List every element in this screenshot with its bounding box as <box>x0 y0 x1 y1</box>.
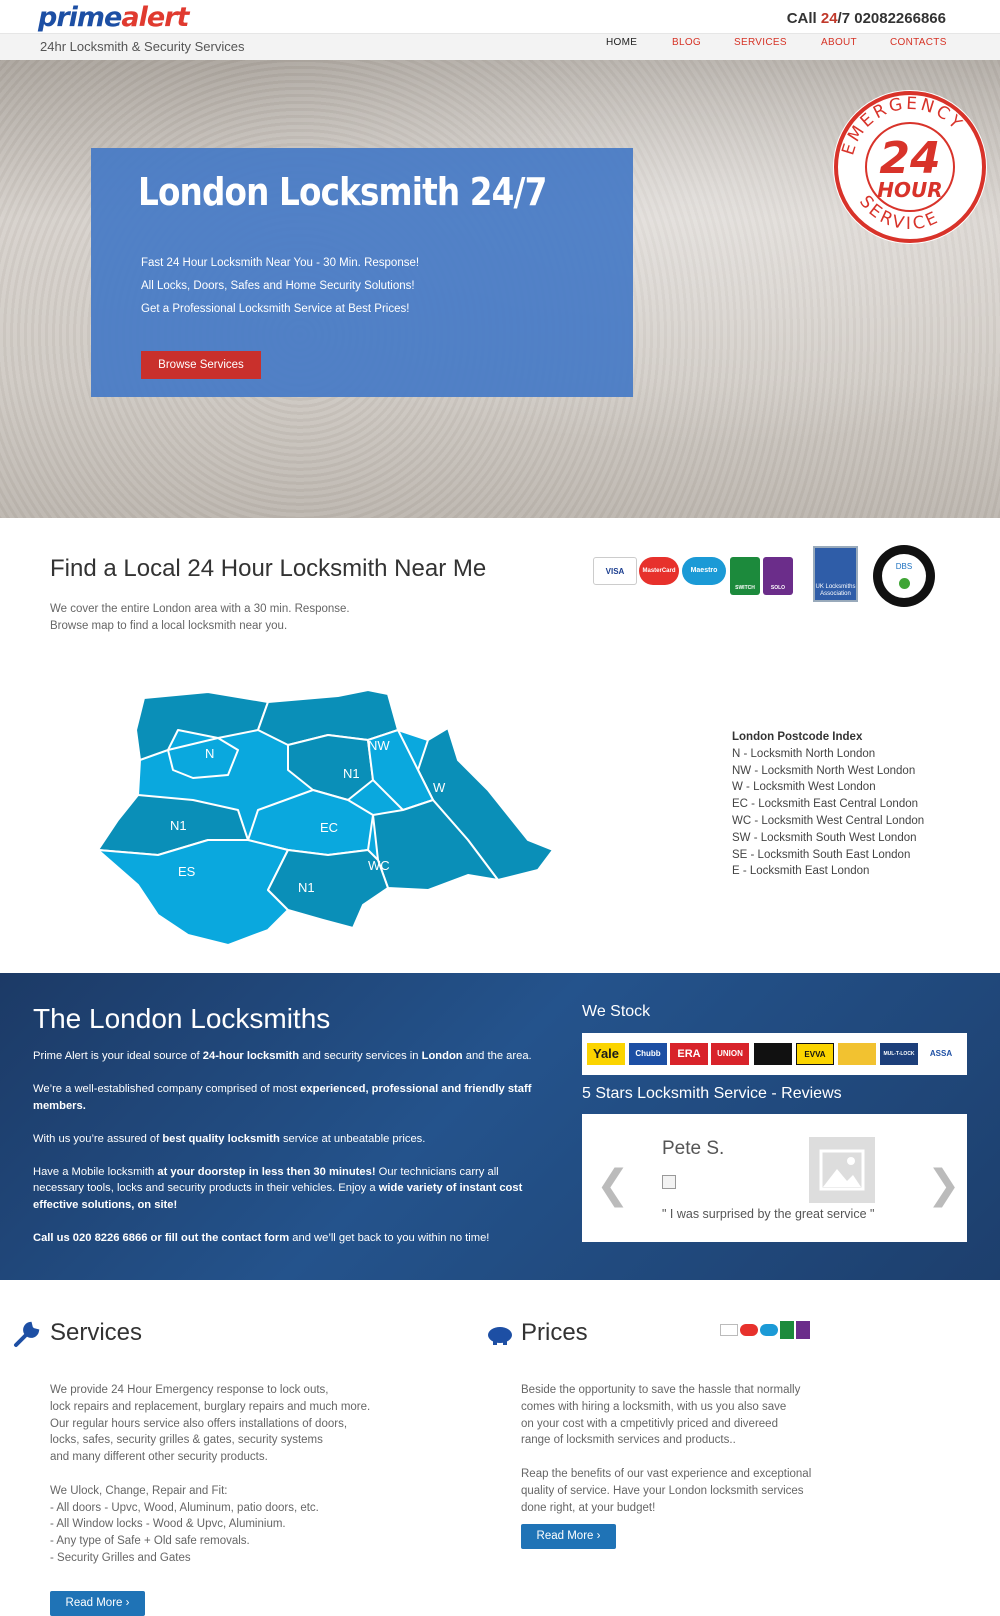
review-carousel <box>582 1114 967 1242</box>
postcode-item[interactable]: N - Locksmith North London <box>732 747 876 760</box>
prices-read-more-button[interactable] <box>521 1524 616 1549</box>
dbs-badge <box>873 545 935 607</box>
find-title: Find a Local 24 Hour Locksmith Near Me <box>50 555 487 582</box>
postcode-title: London Postcode Index <box>732 731 863 743</box>
text-run: Our technicians carry all necessary tools, locks and security products in their vehicles. Enjoy a <box>33 1165 499 1195</box>
main-nav <box>0 37 1000 57</box>
text-spacer <box>50 1466 370 1483</box>
text-run: With us you’re assured of <box>33 1132 163 1145</box>
phone-accent: 24 <box>820 10 838 27</box>
services-text <box>50 1382 370 1567</box>
review-name: Pete S. <box>662 1138 725 1159</box>
mul-t-lock-logo: MUL-T-LOCK <box>880 1043 918 1065</box>
visa-card: VISA <box>593 557 637 585</box>
dbs-label: DBS <box>895 562 913 571</box>
text-line: - All Window locks - Wood & Upvc, Aluminium. <box>50 1518 286 1531</box>
text-bold: wide variety of instant cost effective solutions, on site! <box>33 1182 523 1212</box>
nav-contacts[interactable]: CONTACTS <box>890 37 947 48</box>
text-run: service at unbeatable prices. <box>279 1132 426 1145</box>
map-label-wc: WC <box>368 858 390 873</box>
find-desc-line: Browse map to find a local locksmith near you. <box>50 620 288 632</box>
postcode-item[interactable]: NW - Locksmith North West London <box>732 764 916 777</box>
mini-payment-cards <box>720 1321 820 1339</box>
about-paragraph <box>33 1164 543 1214</box>
about-text <box>33 1048 543 1263</box>
map-label-n: N <box>205 746 215 761</box>
badge-top-text: EMERGENCY <box>838 93 968 158</box>
map-label-w: W <box>433 780 446 795</box>
about-paragraph <box>33 1230 543 1247</box>
about-section <box>0 973 1000 1280</box>
hero-line: All Locks, Doors, Safes and Home Security Solutions! <box>141 280 415 292</box>
text-line: locks, safes, security grilles & gates, security systems <box>50 1434 323 1447</box>
map-label-n1-west: N1 <box>170 818 187 833</box>
dbs-inner <box>882 554 926 598</box>
site-logo[interactable] <box>38 2 188 33</box>
text-line: and many different other security products. <box>50 1451 268 1464</box>
text-line: Our regular hours service also offers installations of doors, <box>50 1417 348 1430</box>
map-label-ec: EC <box>320 820 339 835</box>
hero-title: London Locksmith 24/7 <box>138 170 547 214</box>
mastercard-mini-icon <box>740 1324 758 1336</box>
postcode-item[interactable]: WC - Locksmith West Central London <box>732 814 925 827</box>
phone-suffix: /7 02082266866 <box>837 10 946 27</box>
text-bold: at your doorstep in less then 30 minutes! <box>157 1165 376 1178</box>
assa-logo: ASSA <box>922 1043 960 1065</box>
about-paragraph <box>33 1048 543 1065</box>
text-run: Have a Mobile locksmith <box>33 1165 158 1178</box>
text-line: Reap the benefits of our vast experience and exceptional <box>521 1467 812 1480</box>
contact-link[interactable]: Call us 020 8226 6866 or fill out the contact form <box>33 1232 290 1245</box>
text-line: done right, at your budget! <box>521 1501 656 1514</box>
visa-mini-icon <box>720 1324 738 1336</box>
union-logo: UNION <box>711 1043 749 1065</box>
maestro-card: Maestro <box>682 557 726 585</box>
text-bold: experienced, professional and friendly staff members. <box>33 1083 532 1112</box>
badge-hour: HOUR <box>877 178 943 202</box>
piggy-bank-icon <box>486 1321 514 1347</box>
text-run: and we’ll get back to you within no time! <box>289 1232 490 1245</box>
about-title: The London Locksmiths <box>33 1003 331 1034</box>
text-line: Beside the opportunity to save the hassle that normally <box>521 1384 801 1396</box>
chubb-logo: Chubb <box>629 1043 667 1065</box>
maestro-mini-icon <box>760 1324 778 1336</box>
button-label: Read More <box>65 1597 123 1609</box>
hero-text <box>141 252 419 321</box>
brand-logos <box>582 1033 967 1075</box>
nav-home[interactable]: HOME <box>606 37 638 48</box>
text-run: and the area. <box>462 1050 532 1062</box>
postcode-item[interactable]: W - Locksmith West London <box>732 781 876 794</box>
kitemark-logo <box>838 1043 876 1065</box>
text-bold: best quality locksmith <box>162 1132 280 1145</box>
phone-prefix: CAll <box>786 10 821 27</box>
ukla-badge: UK Locksmiths Association <box>813 546 858 602</box>
text-line: - Security Grilles and Gates <box>50 1551 191 1564</box>
text-run: and security services in <box>299 1050 422 1062</box>
we-stock-title: We Stock <box>582 1003 651 1020</box>
shield-logo <box>754 1043 792 1065</box>
about-paragraph <box>33 1131 543 1148</box>
chevron-right-icon[interactable]: ❯ <box>927 1162 961 1208</box>
evva-logo: EVVA <box>796 1043 834 1065</box>
text-line: - Any type of Safe + Old safe removals. <box>50 1535 250 1548</box>
map-label-n1-south: N1 <box>298 880 315 895</box>
logo-prime: prime <box>38 2 122 33</box>
badge-number: 24 <box>879 133 941 184</box>
find-desc-line: We cover the entire London area with a 30 min. Response. <box>50 603 350 615</box>
text-spacer <box>521 1449 811 1466</box>
solo-mini-icon <box>796 1321 810 1339</box>
site-header <box>0 0 1000 60</box>
reviews-title: 5 Stars Locksmith Service - Reviews <box>582 1085 842 1102</box>
chevron-right-icon: › <box>125 1597 130 1609</box>
text-line: quality of service. Have your London locksmith services <box>521 1484 804 1497</box>
hero-section <box>0 60 1000 518</box>
image-placeholder-icon <box>809 1137 875 1203</box>
postcode-index <box>732 729 924 880</box>
postcode-item[interactable]: SE - Locksmith South East London <box>732 848 911 861</box>
browse-services-button[interactable]: Browse Services <box>141 351 261 379</box>
text-line: - All doors - Upvc, Wood, Aluminum, patio doors, etc. <box>50 1501 319 1514</box>
nav-blog[interactable]: BLOG <box>672 37 701 48</box>
services-title: Services <box>50 1319 143 1346</box>
payment-cards <box>593 553 798 591</box>
prices-title: Prices <box>521 1319 588 1346</box>
badge-bottom-text: SERVICE <box>855 191 944 235</box>
emergency-24-hour-badge <box>830 87 990 247</box>
logo-alert: alert <box>121 2 189 33</box>
map-label-nw: NW <box>368 738 390 753</box>
switch-card: SWITCH <box>730 557 760 595</box>
hero-line: Get a Professional Locksmith Service at Best Prices! <box>141 303 410 315</box>
map-label-n1: N1 <box>343 766 360 781</box>
postcode-item[interactable]: SW - Locksmith South West London <box>732 831 917 844</box>
services-read-more-button[interactable] <box>50 1591 145 1616</box>
mastercard-card: MasterCard <box>639 557 679 585</box>
text-run: Prime Alert is your ideal source of <box>33 1050 203 1062</box>
check-icon <box>899 578 910 589</box>
text-bold: London <box>421 1050 463 1062</box>
about-paragraph <box>33 1081 543 1114</box>
chevron-left-icon[interactable]: ❮ <box>596 1162 630 1208</box>
text-run: We’re a well-established company comprised of most <box>33 1083 301 1096</box>
solo-card: SOLO <box>763 557 793 595</box>
text-line: on your cost with a cmpetitivly priced and divereed <box>521 1417 778 1430</box>
postcode-item[interactable]: E - Locksmith East London <box>732 865 870 878</box>
text-line: range of locksmith services and products.. <box>521 1434 736 1447</box>
review-quote: " I was surprised by the great service " <box>662 1207 875 1221</box>
chevron-right-icon: › <box>596 1530 601 1542</box>
map-label-es: ES <box>178 864 196 879</box>
text-line: We Ulock, Change, Repair and Fit: <box>50 1484 228 1497</box>
text-line: lock repairs and replacement, burglary repairs and much more. <box>50 1400 371 1413</box>
text-bold: 24-hour locksmith <box>202 1050 300 1062</box>
site-tagline: 24hr Locksmith & Security Services <box>40 39 245 54</box>
yale-logo: Yale <box>587 1043 625 1065</box>
header-phone[interactable] <box>787 10 946 27</box>
wrench-icon <box>12 1321 40 1349</box>
hero-box <box>91 148 633 397</box>
find-description <box>50 601 350 635</box>
prices-text <box>521 1382 811 1516</box>
era-logo: ERA <box>670 1043 708 1065</box>
button-label: Read More <box>536 1530 594 1542</box>
nav-services[interactable]: SERVICES <box>734 37 787 48</box>
switch-mini-icon <box>780 1321 794 1339</box>
hero-line: Fast 24 Hour Locksmith Near You - 30 Min. Response! <box>141 257 420 269</box>
text-line: comes with hiring a locksmith, with us you also save <box>521 1400 787 1413</box>
image-icon <box>809 1137 875 1203</box>
london-postcode-map <box>98 690 568 945</box>
broken-image-icon <box>662 1175 676 1189</box>
map-region-es[interactable] <box>98 840 288 945</box>
text-line: We provide 24 Hour Emergency response to lock outs, <box>50 1384 329 1396</box>
postcode-item[interactable]: EC - Locksmith East Central London <box>732 798 919 811</box>
nav-about[interactable]: ABOUT <box>821 37 857 48</box>
